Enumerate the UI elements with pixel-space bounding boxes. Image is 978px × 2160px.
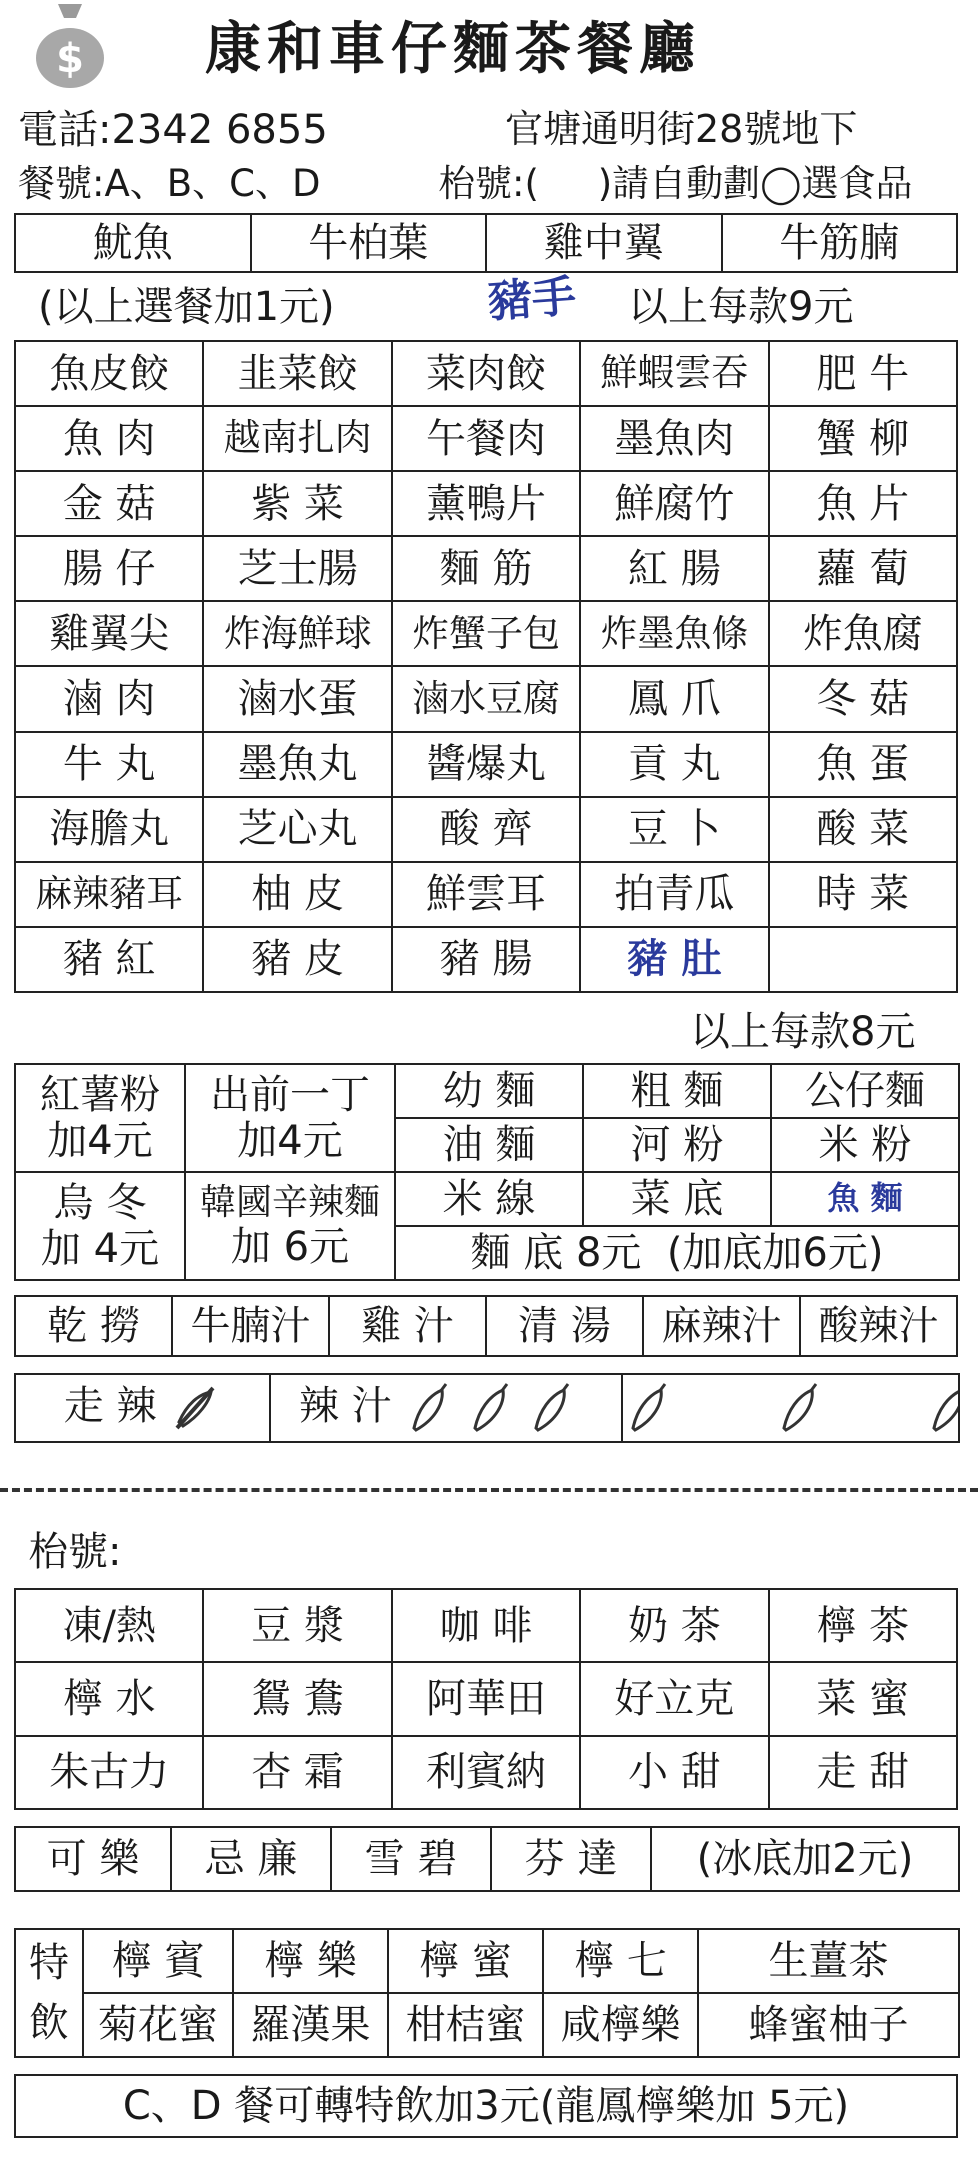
grid-row bbox=[15, 536, 957, 601]
drink-option[interactable]: 好立克 bbox=[580, 1662, 768, 1735]
noodle-mixian[interactable]: 米 線 bbox=[395, 1172, 583, 1226]
soda-table bbox=[14, 1826, 960, 1892]
noodle-shin[interactable] bbox=[185, 1172, 395, 1280]
footer-table bbox=[14, 2074, 958, 2138]
menu-item[interactable]: 金 菇 bbox=[15, 471, 203, 536]
menu-item[interactable]: 炸墨魚條 bbox=[580, 601, 768, 666]
spicy-sauce-option[interactable] bbox=[270, 1374, 622, 1442]
menu-item[interactable]: 鮮雲耳 bbox=[392, 862, 580, 927]
noodle-veg-base[interactable]: 菜 底 bbox=[583, 1172, 771, 1226]
menu-item[interactable]: 韭菜餃 bbox=[203, 341, 391, 406]
menu-item[interactable]: 貢 丸 bbox=[580, 732, 768, 797]
noodle-fish-handwritten[interactable]: 魚 麵 bbox=[771, 1172, 959, 1226]
menu-item[interactable]: 芝心丸 bbox=[203, 797, 391, 862]
drinks-row bbox=[15, 1662, 957, 1735]
soup-option[interactable]: 雞 汁 bbox=[329, 1296, 486, 1356]
price-8-note: 以上每款8元 bbox=[690, 1009, 916, 1055]
noodle-price: 加4元 bbox=[47, 1118, 153, 1164]
soup-table bbox=[14, 1295, 958, 1357]
soup-option[interactable]: 牛腩汁 bbox=[172, 1296, 329, 1356]
drink-option[interactable]: 檸 水 bbox=[15, 1662, 203, 1735]
menu-item[interactable]: 炸海鮮球 bbox=[203, 601, 391, 666]
special-drink[interactable]: 檸 蜜 bbox=[388, 1929, 543, 1993]
menu-item[interactable]: 拍青瓜 bbox=[580, 862, 768, 927]
noodle-thick[interactable]: 粗 麵 bbox=[583, 1064, 771, 1118]
menu-item[interactable]: 滷 肉 bbox=[15, 666, 203, 731]
menu-item[interactable]: 時 菜 bbox=[769, 862, 957, 927]
drinks-table bbox=[14, 1588, 958, 1810]
grid-row bbox=[15, 666, 957, 731]
noodle-label: 出前一丁 bbox=[210, 1072, 370, 1118]
drink-option[interactable]: 朱古力 bbox=[15, 1736, 203, 1809]
chili-icon bbox=[924, 1382, 959, 1434]
noodle-price: 加 4元 bbox=[40, 1226, 160, 1272]
menu-item[interactable]: 雞翼尖 bbox=[15, 601, 203, 666]
menu-item[interactable]: 酸 齊 bbox=[392, 797, 580, 862]
menu-item[interactable]: 午餐肉 bbox=[392, 406, 580, 471]
drinks-table-number: 枱號: bbox=[28, 1529, 122, 1575]
grid-row bbox=[15, 406, 957, 471]
special-drinks-label bbox=[15, 1929, 83, 2057]
ingredients-grid bbox=[14, 340, 958, 993]
menu-item[interactable]: 蘿 蔔 bbox=[769, 536, 957, 601]
menu-item[interactable]: 牛筋腩 bbox=[722, 214, 958, 272]
noodle-oil[interactable]: 油 麵 bbox=[395, 1118, 583, 1172]
grid-row bbox=[15, 471, 957, 536]
noodle-base-price: 麵 底 8元 (加底加6元) bbox=[395, 1226, 959, 1280]
money-bag-icon bbox=[30, 0, 110, 90]
special-drinks-table bbox=[14, 1928, 960, 2058]
soda-option[interactable]: 雪 碧 bbox=[331, 1827, 491, 1891]
grid-row bbox=[15, 927, 957, 992]
svg-text:$: $ bbox=[56, 36, 84, 82]
menu-item[interactable]: 紅 腸 bbox=[580, 536, 768, 601]
special-drink[interactable]: 咸檸樂 bbox=[543, 1993, 698, 2057]
noodle-thin[interactable]: 幼 麵 bbox=[395, 1064, 583, 1118]
soda-option[interactable]: 芬 達 bbox=[491, 1827, 651, 1891]
meal-codes: 餐號:A、B、C、D bbox=[18, 162, 321, 205]
menu-item[interactable]: 薰鴨片 bbox=[392, 471, 580, 536]
handwritten-pig-trotter: 豬手 bbox=[486, 270, 578, 329]
menu-item[interactable]: 魚皮餃 bbox=[15, 341, 203, 406]
chili-icon bbox=[526, 1382, 574, 1434]
drink-option[interactable]: 利賓納 bbox=[392, 1736, 580, 1809]
menu-item[interactable]: 牛柏葉 bbox=[251, 214, 487, 272]
noodles-table bbox=[14, 1063, 960, 1281]
footer-note: C、D 餐可轉特飲加3元(龍鳳檸樂加 5元) bbox=[15, 2075, 957, 2137]
menu-item[interactable]: 豆 卜 bbox=[580, 797, 768, 862]
menu-item[interactable]: 炸蟹子包 bbox=[392, 601, 580, 666]
menu-item[interactable]: 豬 肚 bbox=[580, 927, 768, 992]
table-number-instruction: 枱號:( )請自動劃◯選食品 bbox=[438, 162, 913, 205]
special-drink[interactable]: 檸 賓 bbox=[83, 1929, 233, 1993]
menu-item[interactable]: 墨魚丸 bbox=[203, 732, 391, 797]
special-drink[interactable]: 檸 七 bbox=[543, 1929, 698, 1993]
noodle-label: 韓國辛辣麵 bbox=[199, 1182, 380, 1224]
menu-item[interactable]: 鮮蝦雲吞 bbox=[580, 341, 768, 406]
chili-icon bbox=[465, 1382, 513, 1434]
menu-item[interactable]: 冬 菇 bbox=[769, 666, 957, 731]
soup-option[interactable]: 清 湯 bbox=[486, 1296, 643, 1356]
top-items-table bbox=[14, 213, 958, 273]
menu-item[interactable]: 紫 菜 bbox=[203, 471, 391, 536]
menu-item[interactable]: 酸 菜 bbox=[769, 797, 957, 862]
menu-item[interactable] bbox=[769, 927, 957, 992]
noodle-udon[interactable] bbox=[15, 1172, 185, 1280]
set-meal-surcharge-note: (以上選餐加1元) bbox=[38, 284, 335, 330]
noodle-label: 烏 冬 bbox=[53, 1180, 147, 1226]
drink-option[interactable]: 阿華田 bbox=[392, 1662, 580, 1735]
menu-item[interactable]: 豬 皮 bbox=[203, 927, 391, 992]
menu-item[interactable]: 菜肉餃 bbox=[392, 341, 580, 406]
crossed-chili-icon bbox=[169, 1382, 221, 1434]
drink-option[interactable]: 凍/熱 bbox=[15, 1589, 203, 1662]
noodle-gongzai[interactable]: 公仔麵 bbox=[771, 1064, 959, 1118]
noodle-hofun[interactable]: 河 粉 bbox=[583, 1118, 771, 1172]
address: 官塘通明街28號地下 bbox=[505, 107, 858, 151]
menu-item[interactable]: 麵 筋 bbox=[392, 536, 580, 601]
menu-item[interactable]: 魚 片 bbox=[769, 471, 957, 536]
noodle-sweet-potato[interactable] bbox=[15, 1064, 185, 1172]
menu-item[interactable]: 蟹 柳 bbox=[769, 406, 957, 471]
soup-option[interactable]: 乾 撈 bbox=[15, 1296, 172, 1356]
menu-item[interactable]: 豬 腸 bbox=[392, 927, 580, 992]
extra-spicy-option[interactable] bbox=[622, 1374, 959, 1442]
special-drink[interactable]: 柑桔蜜 bbox=[388, 1993, 543, 2057]
noodle-demae[interactable] bbox=[185, 1064, 395, 1172]
menu-item[interactable]: 麻辣豬耳 bbox=[15, 862, 203, 927]
menu-item[interactable]: 牛 丸 bbox=[15, 732, 203, 797]
special-drink[interactable]: 檸 樂 bbox=[233, 1929, 388, 1993]
noodle-rice[interactable]: 米 粉 bbox=[771, 1118, 959, 1172]
special-label-bottom: 飲 bbox=[29, 2000, 69, 2046]
spicy-sauce-label: 辣 汁 bbox=[299, 1383, 392, 1429]
menu-item[interactable]: 豬 紅 bbox=[15, 927, 203, 992]
soda-option[interactable]: 可 樂 bbox=[15, 1827, 171, 1891]
special-drink[interactable]: 蜂蜜柚子 bbox=[698, 1993, 959, 2057]
grid-row bbox=[15, 601, 957, 666]
page-title: 康和車仔麵茶餐廳 bbox=[205, 17, 701, 82]
menu-item[interactable]: 魚 蛋 bbox=[769, 732, 957, 797]
soup-option[interactable]: 酸辣汁 bbox=[800, 1296, 957, 1356]
drink-option[interactable]: 鴛 鴦 bbox=[203, 1662, 391, 1735]
drinks-row bbox=[15, 1736, 957, 1809]
grid-row bbox=[15, 797, 957, 862]
noodle-label: 紅薯粉 bbox=[40, 1072, 160, 1118]
drink-option[interactable]: 走 甜 bbox=[769, 1736, 957, 1809]
spicy-table bbox=[14, 1373, 960, 1443]
menu-item[interactable]: 腸 仔 bbox=[15, 536, 203, 601]
menu-item[interactable]: 越南扎肉 bbox=[203, 406, 391, 471]
menu-item[interactable]: 海膽丸 bbox=[15, 797, 203, 862]
chili-icon bbox=[774, 1382, 822, 1434]
menu-item[interactable]: 肥 牛 bbox=[769, 341, 957, 406]
chili-icon bbox=[404, 1382, 452, 1434]
drink-option[interactable]: 小 甜 bbox=[580, 1736, 768, 1809]
grid-row bbox=[15, 341, 957, 406]
menu-item[interactable]: 鮮腐竹 bbox=[580, 471, 768, 536]
chili-icon bbox=[623, 1382, 671, 1434]
menu-item[interactable]: 鳳 爪 bbox=[580, 666, 768, 731]
drinks-row bbox=[15, 1589, 957, 1662]
menu-item[interactable]: 柚 皮 bbox=[203, 862, 391, 927]
ice-surcharge-note: (冰底加2元) bbox=[651, 1827, 959, 1891]
menu-item[interactable]: 雞中翼 bbox=[486, 214, 722, 272]
drink-option[interactable]: 杏 霜 bbox=[203, 1736, 391, 1809]
phone-number: 電話:2342 6855 bbox=[18, 107, 328, 153]
grid-row bbox=[15, 732, 957, 797]
menu-item[interactable]: 醬爆丸 bbox=[392, 732, 580, 797]
menu-item[interactable]: 滷水豆腐 bbox=[392, 666, 580, 731]
menu-item[interactable]: 芝士腸 bbox=[203, 536, 391, 601]
drink-option[interactable]: 奶 茶 bbox=[580, 1589, 768, 1662]
noodle-price: 加4元 bbox=[237, 1118, 343, 1164]
menu-item[interactable]: 滷水蛋 bbox=[203, 666, 391, 731]
special-drink[interactable]: 生薑茶 bbox=[698, 1929, 959, 1993]
menu-item[interactable]: 炸魚腐 bbox=[769, 601, 957, 666]
grid-row bbox=[15, 862, 957, 927]
special-drink[interactable]: 菊花蜜 bbox=[83, 1993, 233, 2057]
menu-item[interactable]: 魷魚 bbox=[15, 214, 251, 272]
price-9-note: 以上每款9元 bbox=[628, 284, 854, 330]
drink-option[interactable]: 檸 茶 bbox=[769, 1589, 957, 1662]
no-spicy-option[interactable] bbox=[15, 1374, 270, 1442]
drink-option[interactable]: 咖 啡 bbox=[392, 1589, 580, 1662]
no-spicy-label: 走 辣 bbox=[63, 1383, 157, 1429]
menu-item[interactable]: 魚 肉 bbox=[15, 406, 203, 471]
drink-option[interactable]: 菜 蜜 bbox=[769, 1662, 957, 1735]
tear-line-divider bbox=[0, 1488, 978, 1492]
soup-option[interactable]: 麻辣汁 bbox=[643, 1296, 800, 1356]
soda-option[interactable]: 忌 廉 bbox=[171, 1827, 331, 1891]
special-label-top: 特 bbox=[29, 1940, 69, 1986]
noodle-price: 加 6元 bbox=[230, 1223, 350, 1270]
special-drink[interactable]: 羅漢果 bbox=[233, 1993, 388, 2057]
menu-item[interactable]: 墨魚肉 bbox=[580, 406, 768, 471]
drink-option[interactable]: 豆 漿 bbox=[203, 1589, 391, 1662]
